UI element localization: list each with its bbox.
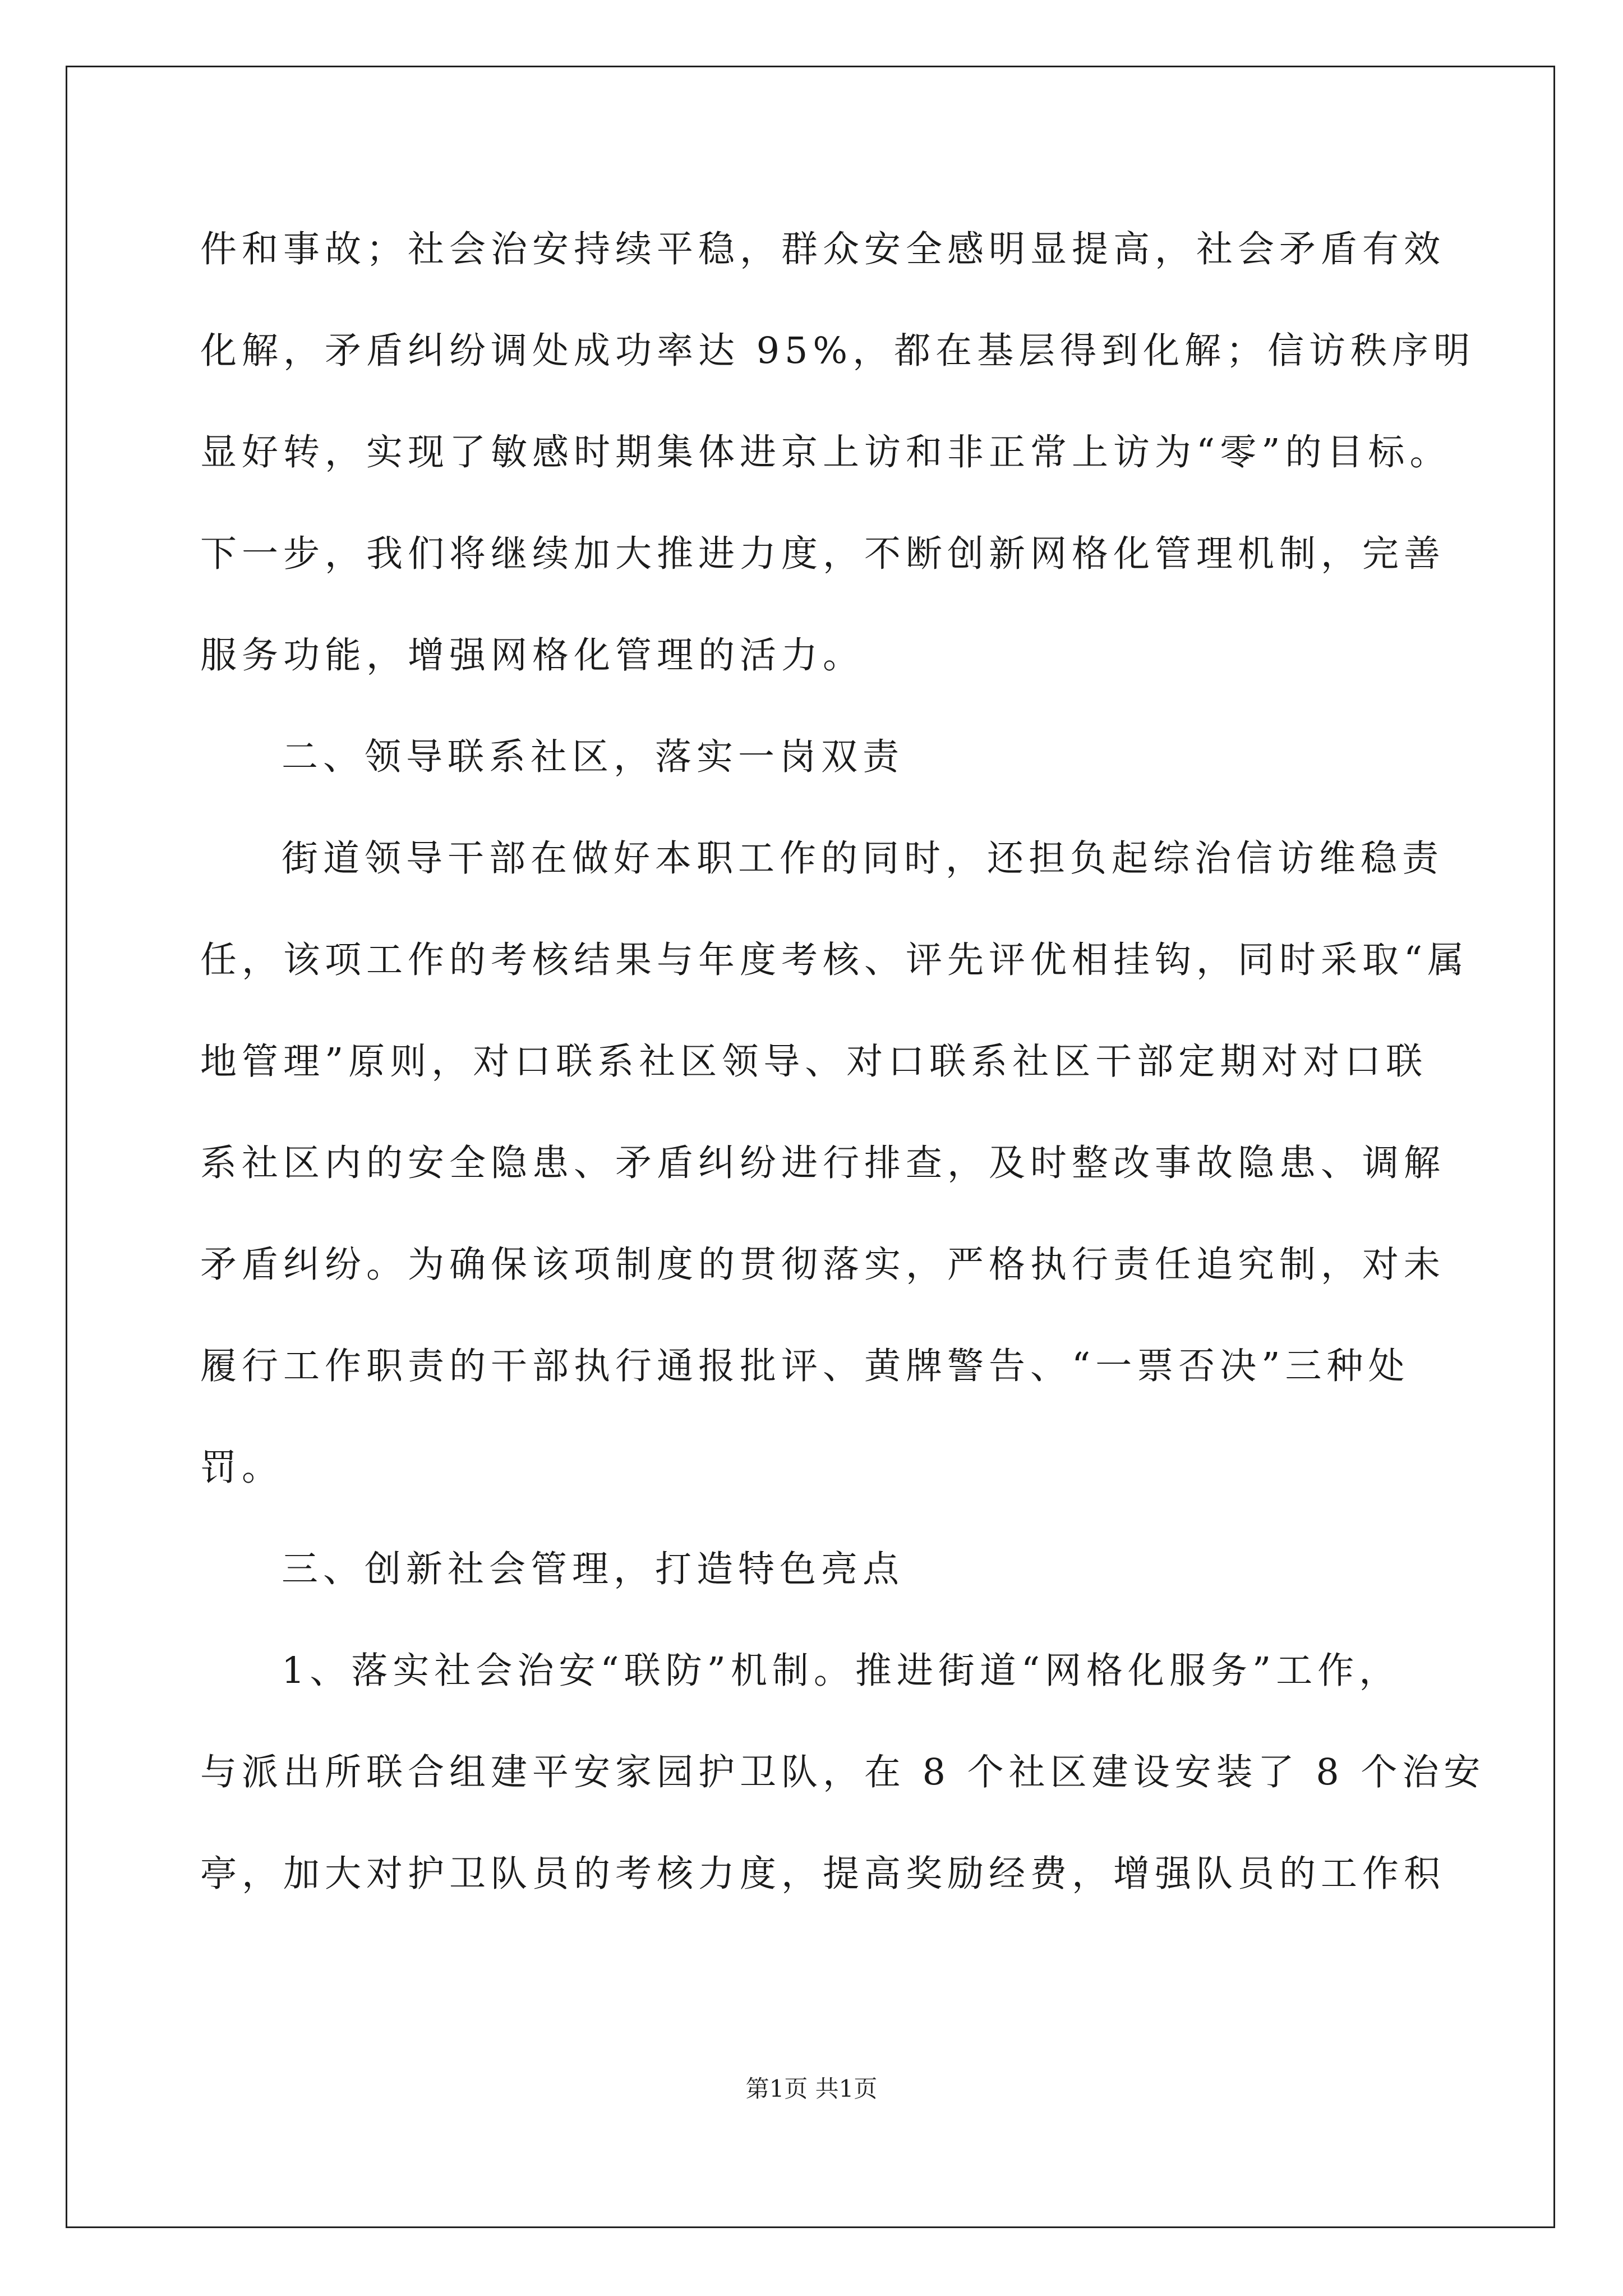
- body-line: 化解，矛盾纠纷调处成功率达 95%，都在基层得到化解；信访秩序明: [200, 330, 1476, 372]
- body-line: 街道领导干部在做好本职工作的同时，还担负起综治信访维稳责: [282, 838, 1444, 880]
- body-line: 矛盾纠纷。为确保该项制度的贯彻落实，严格执行责任追究制，对未: [200, 1244, 1446, 1286]
- section-heading: 二、领导联系社区，落实一岗双责: [282, 736, 905, 778]
- body-line: 履行工作职责的干部执行通报批评、黄牌警告、“一票否决”三种处: [200, 1345, 1410, 1387]
- body-line: 地管理”原则，对口联系社区领导、对口联系社区干部定期对对口联: [200, 1041, 1428, 1083]
- body-line: 系社区内的安全隐患、矛盾纠纷进行排查，及时整改事故隐患、调解: [200, 1142, 1446, 1184]
- body-line: 与派出所联合组建平安家园护卫队，在 8 个社区建设安装了 8 个治安: [200, 1751, 1486, 1793]
- body-line: 服务功能，增强网格化管理的活力。: [200, 634, 865, 677]
- page-number-footer: 第1页 共1页: [745, 2075, 878, 2102]
- body-line: 下一步，我们将继续加大推进力度，不断创新网格化管理机制，完善: [200, 533, 1446, 575]
- body-line: 任，该项工作的考核结果与年度考核、评先评优相挂钩，同时采取“属: [200, 939, 1469, 981]
- body-line: 亭，加大对护卫队员的考核力度，提高奖励经费，增强队员的工作积: [200, 1853, 1446, 1895]
- body-line: 件和事故；社会治安持续平稳，群众安全感明显提高，社会矛盾有效: [200, 228, 1446, 270]
- body-line: 显好转，实现了敏感时期集体进京上访和非正常上访为“零”的目标。: [200, 431, 1451, 473]
- body-line: 罚。: [200, 1447, 284, 1489]
- body-line: 1、落实社会治安“联防”机制。推进街道“网格化服务”工作，: [282, 1650, 1401, 1692]
- section-heading: 三、创新社会管理，打造特色亮点: [282, 1548, 905, 1590]
